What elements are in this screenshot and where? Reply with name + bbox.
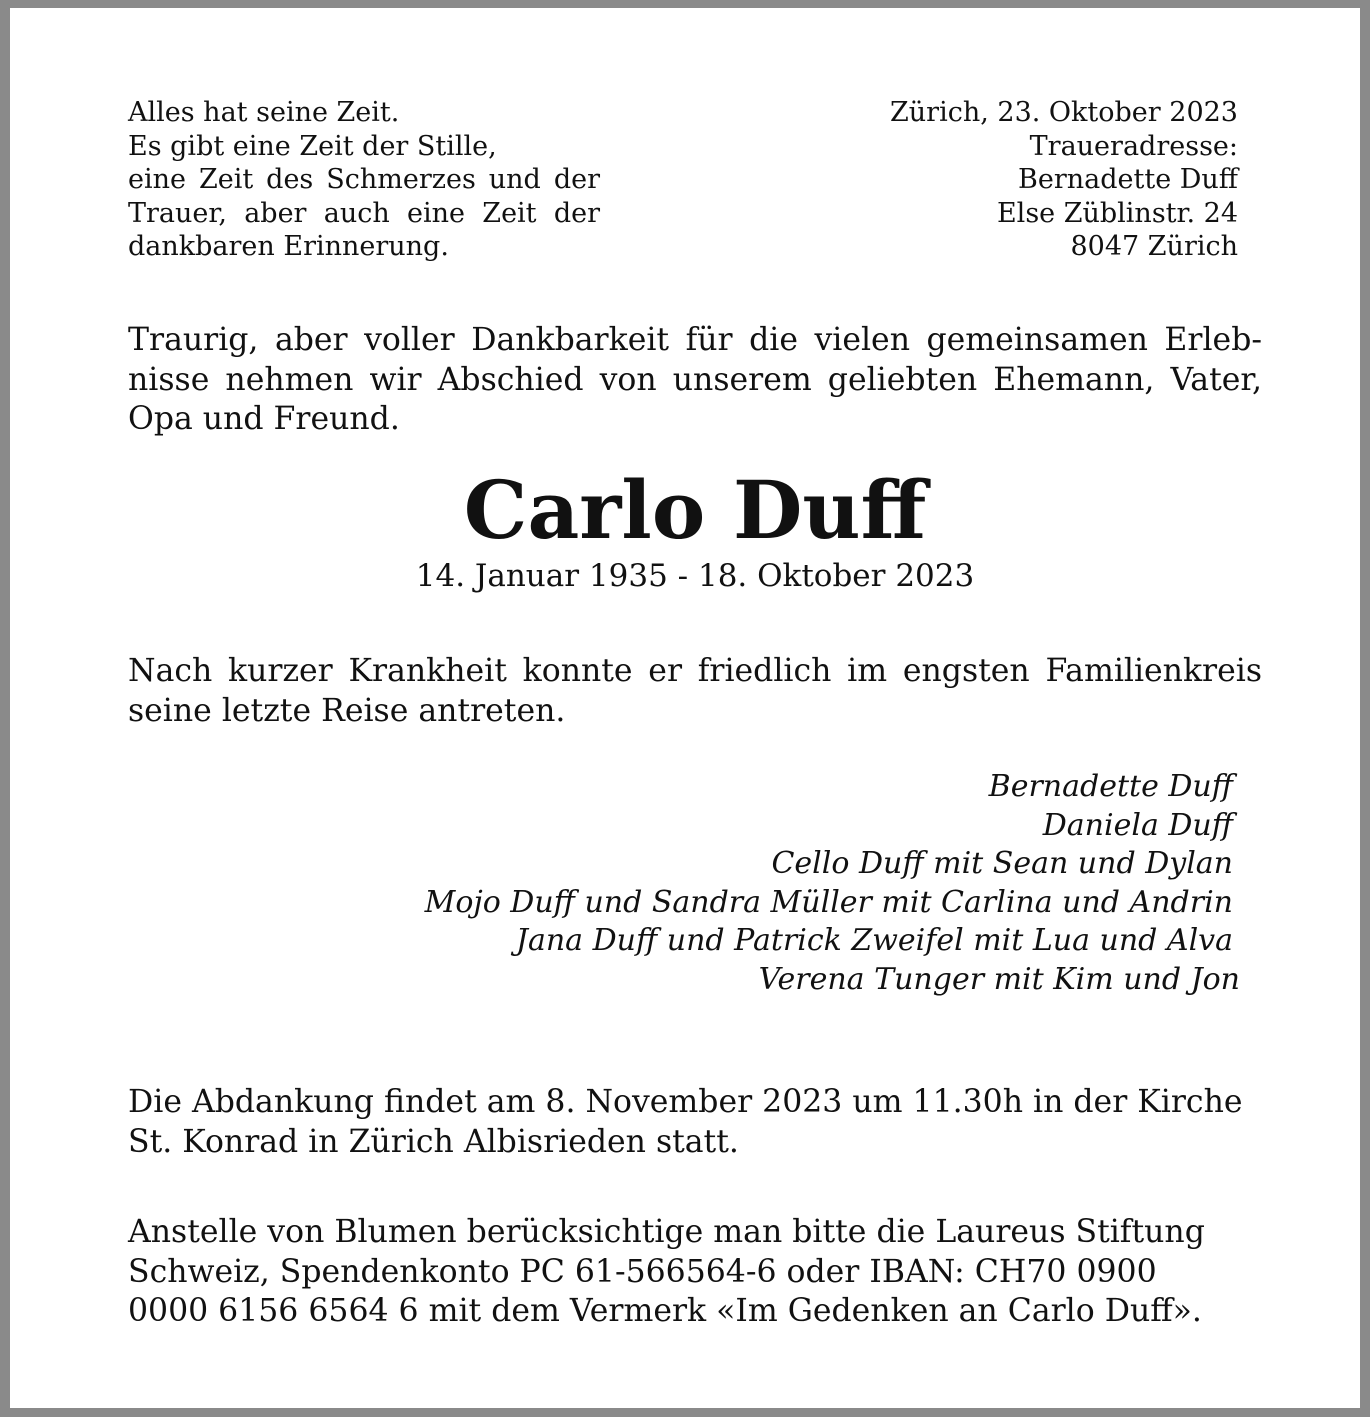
address-street: Else Züblinstr. 24 (996, 197, 1238, 229)
service-line: St. Konrad in Zürich Albisrieden statt. (128, 1123, 739, 1160)
donation-line: Anstelle von Blumen berücksichtige man bitte die Laureus Stiftung (128, 1214, 1205, 1250)
service-paragraph (128, 1083, 1262, 1162)
mourner-entry: Bernadette Duff (988, 769, 1233, 804)
motto-line: Es gibt eine Zeit der Stille, (128, 130, 497, 162)
mourner-entry: Daniela Duff (1042, 807, 1233, 843)
life-dates: 14. Januar 1935 - 18. Oktober 2023 (415, 558, 975, 594)
motto-line: eine Zeit des Schmerzes und der (128, 164, 600, 195)
mourning-address (768, 96, 1238, 264)
motto-line: Trauer, aber auch eine Zeit der (128, 197, 600, 229)
motto-line: Alles hat seine Zeit. (128, 97, 400, 128)
donation-line: Schweiz, Spendenkonto PC 61-566564-6 oder IBAN: CH70 0900 (128, 1253, 1157, 1290)
address-label: Traueradresse: (1029, 130, 1238, 162)
passing-line: Nach kurzer Krankheit konnte er friedlich im engsten Familienkreis (128, 653, 1262, 689)
service-line: Die Abdankung findet am 8. November 2023 um 11.30h in der Kirche (128, 1084, 1243, 1120)
donation-paragraph (128, 1213, 1262, 1332)
place-date: Zürich, 23. Oktober 2023 (890, 97, 1238, 128)
address-name: Bernadette Duff (1018, 164, 1238, 195)
intro-paragraph (128, 321, 1262, 440)
passing-paragraph (128, 652, 1262, 731)
mourner-entry: Mojo Duff und Sandra Müller mit Carlina und Andrin (424, 884, 1233, 920)
intro-line: nisse nehmen wir Abschied von unserem geliebten Ehemann, Vater, (128, 361, 1262, 398)
motto-line: dankbaren Erinnerung. (128, 231, 449, 262)
donation-line: 0000 6156 6564 6 mit dem Vermerk «Im Gedenken an Carlo Duff». (128, 1293, 1202, 1329)
passing-line: seine letzte Reise antreten. (128, 692, 566, 729)
intro-line: Traurig, aber voller Dankbarkeit für die vielen gemeinsamen Erleb- (128, 322, 1262, 358)
intro-line: Opa und Freund. (128, 401, 400, 437)
deceased-name: Carlo Duff (463, 463, 927, 557)
mourner-entry: Verena Tunger mit Kim und Jon (758, 961, 1240, 997)
address-city: 8047 Zürich (1070, 231, 1238, 262)
mourners-list (340, 768, 1240, 999)
mourner-entry: Cello Duff mit Sean und Dylan (771, 846, 1233, 881)
mourner-entry: Jana Duff und Patrick Zweifel mit Lua und Alva (515, 923, 1233, 958)
motto-verse (128, 96, 600, 264)
